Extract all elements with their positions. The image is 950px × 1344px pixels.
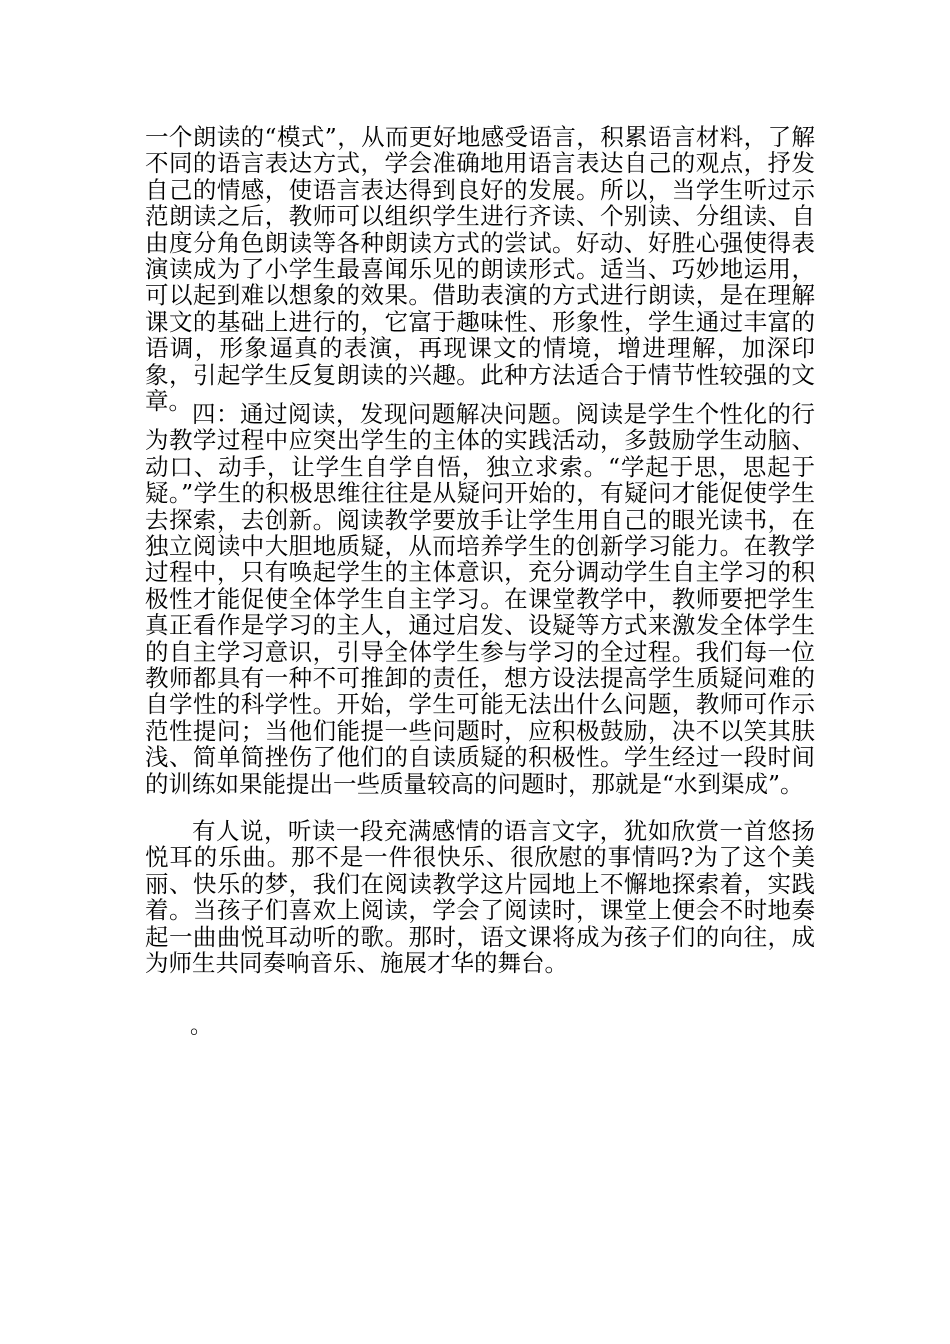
- paragraph-conclusion: 有人说，听读一段充满感情的语言文字，犹如欣赏一首悠扬悦耳的乐曲。那不是一件很快乐、很欣慰的事情吗?为了这个美丽、快乐的梦，我们在阅读教学这片园地上不懈地探索着，实践着。当孩子们喜欢上阅读，学会了阅读时，课堂上便会不时地奏起一曲曲悦耳动听的歌。那时，语文课将成为孩子们的向往，成为师生共同奏响音乐、施展才华的舞台。: [145, 817, 815, 978]
- trailing-period-mark: 。: [190, 1014, 213, 1039]
- paragraph-reading-modes: 一个朗读的“模式”，从而更好地感受语言，积累语言材料，了解不同的语言表达方式，学会准确地用语言表达自己的观点，抒发自己的情感，使语言表达得到良好的发展。所以，当学生听过示范朗读之后，教师可以组织学生进行齐读、个别读、分组读、自由度分角色朗读等各种朗读方式的尝试。好动、好胜心强使得表演读成为了小学生最喜闻乐见的朗读形式。适当、巧妙地运用，可以起到难以想象的效果。借助表演的方式进行朗读，是在理解课文的基础上进行的，它富于趣味性、形象性，学生通过丰富的语调，形象逼真的表演，再现课文的情境，增进理解，加深印象，引起学生反复朗读的兴趣。此种方法适合于情节性较强的文章。: [145, 123, 815, 416]
- paragraph-questioning: 四：通过阅读，发现问题解决问题。阅读是学生个性化的行为教学过程中应突出学生的主体的实践活动，多鼓励学生动脑、动口、动手，让学生自学自悟，独立求索。“学起于思，思起于疑。”学生的积极思维往往是从疑问开始的，有疑问才能促使学生去探索，去创新。阅读教学要放手让学生用自己的眼光读书，在独立阅读中大胆地质疑，从而培养学生的创新学习能力。在教学过程中，只有唤起学生的主体意识，充分调动学生自主学习的积极性才能促使全体学生自主学习。在课堂教学中，教师要把学生真正看作是学习的主人，通过启发、设疑等方式来激发全体学生的自主学习意识，引导全体学生参与学习的全过程。我们每一位教师都具有一种不可推卸的责任，想方设法提高学生质疑问难的自学性的科学性。开始，学生可能无法出什么问题，教师可作示范性提问；当他们能提一些问题时，应积极鼓励，决不以笑其肤浅、简单简挫伤了他们的自读质疑的积极性。学生经过一段时间的训练如果能提出一些质量较高的问题时，那就是“水到渠成”。: [145, 400, 815, 798]
